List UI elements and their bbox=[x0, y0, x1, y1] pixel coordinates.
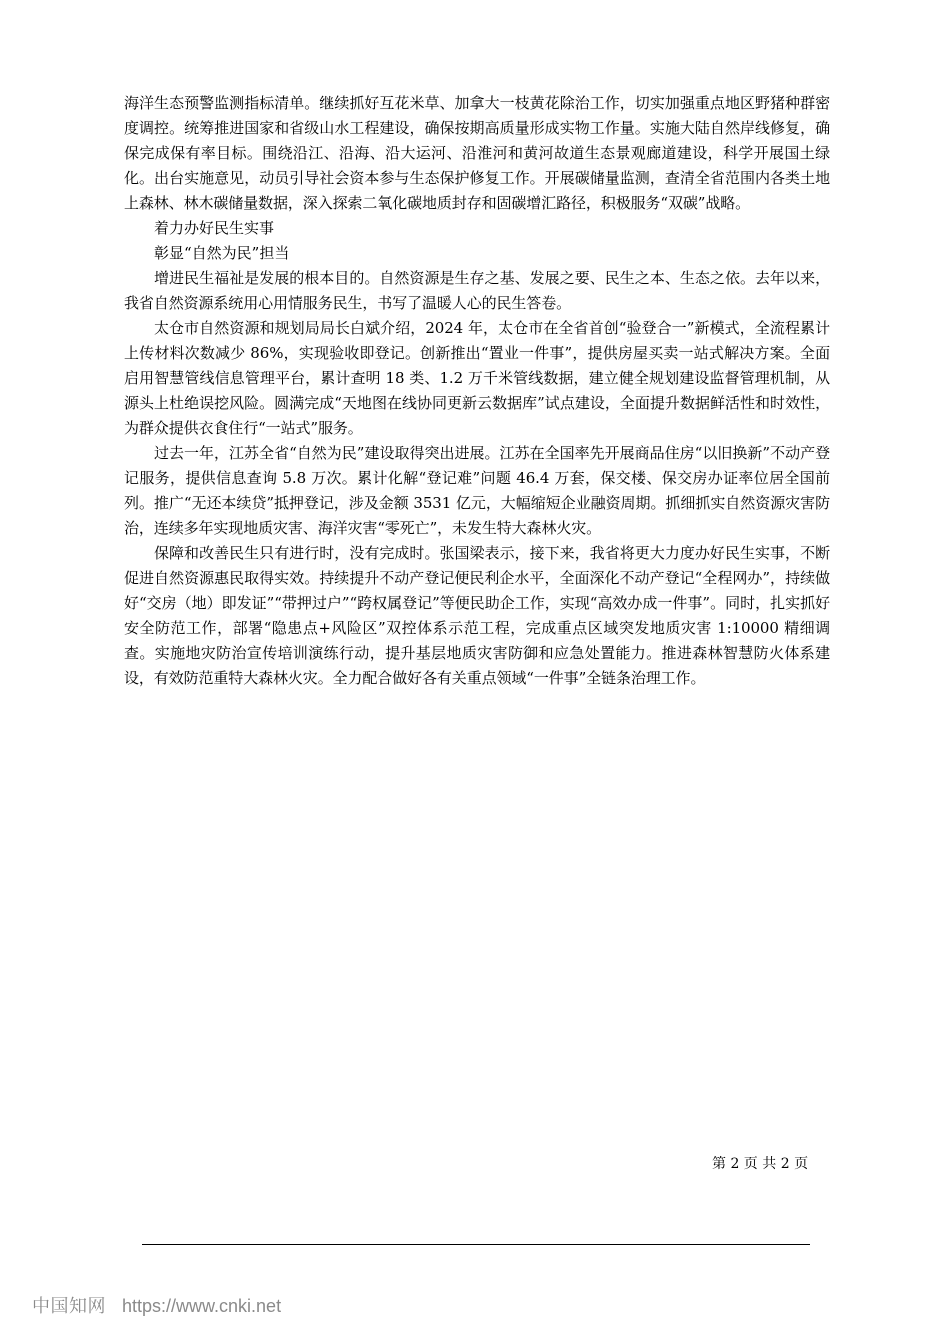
watermark-brand: 中国知网 bbox=[32, 1296, 106, 1316]
cnki-watermark bbox=[32, 1294, 281, 1318]
section-heading-line-1: 着力办好民生实事 bbox=[154, 219, 275, 237]
section-heading-line-2: 彰显“自然为民”担当 bbox=[154, 244, 290, 262]
article-body bbox=[124, 91, 830, 691]
paragraph-next-steps: 保障和改善民生只有进行时，没有完成时。张国梁表示，接下来，我省将更大力度办好民生实事，不断促进自然资源惠民取得实效。持续提升不动产登记便民利企水平，全面深化不动产登记“全程网办”，持续做好“交房（地）即发证”“带押过户”“跨权属登记”等便民助企工作，实现“高效办成一件事”。同时，扎实抓好安全防范工作，部署“隐患点+风险区”双控体系示范工程，完成重点区域突发地质灾害 1:10000 精细调查。实施地灾防治宣传培训演练行动，提升基层地质灾害防御和应急处置能力。推进森林智慧防火体系建设，有效防范重特大森林火灾。全力配合做好各有关重点领域“一件事”全链条治理工作。 bbox=[124, 544, 830, 687]
footer-divider bbox=[142, 1244, 810, 1245]
watermark-url: https://www.cnki.net bbox=[122, 1296, 282, 1316]
paragraph-jiangsu-progress: 过去一年，江苏全省“自然为民”建设取得突出进展。江苏在全国率先开展商品住房“以旧换新”不动产登记服务，提供信息查询 5.8 万次。累计化解“登记难”问题 46.4 万套，保交楼、保交房办证率位居全国前列。推广“无还本续贷”抵押登记，涉及金额 3531 亿元，大幅缩短企业融资周期。抓细抓实自然资源灾害防治，连续多年实现地质灾害、海洋灾害“零死亡”，未发生特大森林火灾。 bbox=[124, 444, 830, 537]
paragraph-ecology-continued: 海洋生态预警监测指标清单。继续抓好互花米草、加拿大一枝黄花除治工作，切实加强重点地区野猪种群密度调控。统筹推进国家和省级山水工程建设，确保按期高质量形成实物工作量。实施大陆自然岸线修复，确保完成保有率目标。围绕沿江、沿海、沿大运河、沿淮河和黄河故道生态景观廊道建设，科学开展国土绿化。出台实施意见，动员引导社会资本参与生态保护修复工作。开展碳储量监测，查清全省范围内各类土地上森林、林木碳储量数据，深入探索二氧化碳地质封存和固碳增汇路径，积极服务“双碳”战略。 bbox=[124, 94, 830, 212]
page-number: 第 2 页 共 2 页 bbox=[712, 1156, 809, 1172]
paragraph-livelihood-intro: 增进民生福祉是发展的根本目的。自然资源是生存之基、发展之要、民生之本、生态之依。去年以来，我省自然资源系统用心用情服务民生，书写了温暖人心的民生答卷。 bbox=[124, 269, 830, 312]
paragraph-taicang: 太仓市自然资源和规划局局长白斌介绍，2024 年，太仓市在全省首创“验登合一”新模式，全流程累计上传材料次数减少 86%，实现验收即登记。创新推出“置业一件事”，提供房屋买卖一站式解决方案。全面启用智慧管线信息管理平台，累计查明 18 类、1.2 万千米管线数据，建立健全规划建设监督管理机制，从源头上杜绝误挖风险。圆满完成“天地图在线协同更新云数据库”试点建设，全面提升数据鲜活性和时效性，为群众提供衣食住行“一站式”服务。 bbox=[124, 319, 830, 437]
